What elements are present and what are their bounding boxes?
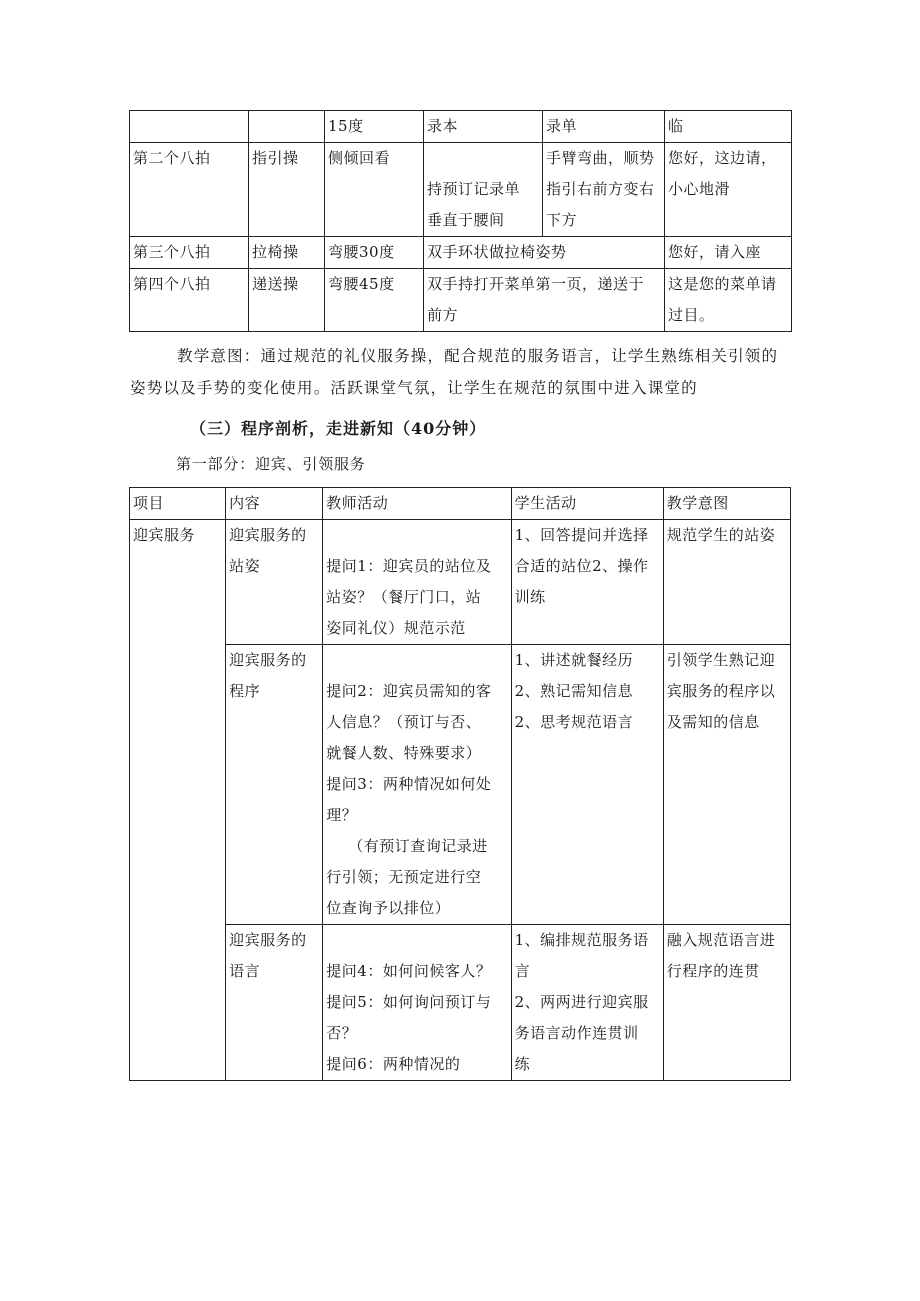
cell-line: 行程序的连贯 bbox=[666, 962, 760, 980]
cell-line: 提问5：如何询问预订与 bbox=[326, 993, 492, 1011]
service-language-cell: 您好，请入座 bbox=[665, 237, 792, 269]
project-cell: 迎宾服务 bbox=[130, 520, 226, 1081]
content-cell bbox=[226, 520, 323, 645]
reception-service-table bbox=[129, 487, 791, 1081]
table-row bbox=[130, 645, 791, 925]
student-activity-cell bbox=[511, 925, 663, 1081]
part-heading: 第一部分：迎宾、引领服务 bbox=[176, 455, 366, 473]
cell-line: 提问2：迎宾员需知的客 bbox=[326, 682, 492, 700]
cell-line: 下方 bbox=[546, 211, 578, 229]
table-cell: 15度 bbox=[325, 111, 424, 143]
cell-line: 宾服务的程序以 bbox=[666, 682, 776, 700]
posture-cell: 弯腰45度 bbox=[325, 269, 424, 332]
cell-line: 站姿？（餐厅门口，站 bbox=[326, 588, 482, 606]
student-activity-cell bbox=[511, 645, 663, 925]
table-row bbox=[130, 111, 792, 143]
action-cell bbox=[424, 269, 665, 332]
cell-line: 过目。 bbox=[668, 306, 715, 324]
cell-line: 语言 bbox=[229, 962, 261, 980]
header-row bbox=[130, 488, 791, 520]
cell-line: 引领学生熟记迎 bbox=[666, 651, 776, 669]
teaching-intent-paragraph bbox=[130, 340, 796, 404]
cell-line: 垂直于腰间 bbox=[427, 211, 505, 229]
intent-cell bbox=[663, 925, 790, 1081]
etiquette-routine-table bbox=[129, 110, 792, 332]
cell-line: 位查询予以排位） bbox=[326, 899, 451, 917]
service-language-cell bbox=[665, 269, 792, 332]
cell-line: 1、编排规范服务语 bbox=[514, 931, 649, 949]
table-cell: 临 bbox=[665, 111, 792, 143]
column-header: 学生活动 bbox=[511, 488, 663, 520]
student-activity-cell bbox=[511, 520, 663, 645]
cell-line: 融入规范语言进 bbox=[666, 931, 776, 949]
column-header: 内容 bbox=[226, 488, 323, 520]
table-row bbox=[130, 143, 792, 237]
cell-line: 规范学生的站姿 bbox=[666, 526, 776, 544]
cell-line: 理？ bbox=[326, 806, 358, 824]
cell-line: 1、讲述就餐经历 bbox=[514, 651, 634, 669]
posture-cell: 侧倾回看 bbox=[325, 143, 424, 237]
cell-line: 提问4：如何问候客人？ bbox=[326, 962, 492, 980]
cell-line: 2、熟记需知信息 bbox=[514, 682, 634, 700]
exercise-name: 拉椅操 bbox=[249, 237, 325, 269]
hand-action-cell bbox=[424, 143, 543, 237]
cell-line: 训练 bbox=[514, 588, 546, 606]
section-heading: （三）程序剖析，走进新知（40分钟） bbox=[190, 419, 487, 438]
cell-line: 2、思考规范语言 bbox=[514, 713, 634, 731]
exercise-name: 指引操 bbox=[249, 143, 325, 237]
table-row bbox=[130, 520, 791, 645]
cell-line: 这是您的菜单请 bbox=[668, 275, 777, 293]
cell-line: 持预订记录单 bbox=[427, 180, 521, 198]
content-cell bbox=[226, 925, 323, 1081]
teacher-activity-cell bbox=[323, 520, 511, 645]
action-cell: 双手环状做拉椅姿势 bbox=[424, 237, 665, 269]
cell-line: 言 bbox=[514, 962, 531, 980]
cell-line: 手臂弯曲，顺势 bbox=[546, 149, 655, 167]
teacher-activity-cell bbox=[323, 925, 511, 1081]
cell-line: 提问6：两种情况的 bbox=[326, 1055, 461, 1073]
table-row bbox=[130, 237, 792, 269]
cell-line: 迎宾服务的 bbox=[229, 526, 307, 544]
cell-line: 及需知的信息 bbox=[666, 713, 760, 731]
service-language-cell bbox=[665, 143, 792, 237]
column-header: 教师活动 bbox=[323, 488, 511, 520]
table-cell: 录本 bbox=[424, 111, 543, 143]
table-row bbox=[130, 925, 791, 1081]
table-row bbox=[130, 269, 792, 332]
teacher-activity-cell bbox=[323, 645, 511, 925]
cell-line: 提问3：两种情况如何处 bbox=[326, 775, 492, 793]
cell-line: 合适的站位2、操作 bbox=[514, 557, 649, 575]
cell-line: 练 bbox=[514, 1055, 531, 1073]
paragraph-line: 姿势以及手势的变化使用。活跃课堂气氛，让学生在规范的氛围中进入课堂的 bbox=[130, 379, 698, 397]
column-header: 项目 bbox=[130, 488, 226, 520]
cell-line: （有预订查询记录进 bbox=[348, 837, 488, 855]
cell-line: 小心地滑 bbox=[668, 180, 731, 198]
cell-line: 迎宾服务的 bbox=[229, 651, 307, 669]
cell-line: 务语言动作连贯训 bbox=[514, 1024, 639, 1042]
content-cell bbox=[226, 645, 323, 925]
cell-line: 就餐人数、特殊要求） bbox=[326, 744, 482, 762]
cell-line: 提问1：迎宾员的站位及 bbox=[326, 557, 492, 575]
intent-cell bbox=[663, 645, 790, 925]
cell-line: 1、回答提问并选择 bbox=[514, 526, 649, 544]
table-cell: 录单 bbox=[543, 111, 665, 143]
beat-label: 第二个八拍 bbox=[130, 143, 249, 237]
cell-line: 站姿 bbox=[229, 557, 261, 575]
gesture-cell bbox=[543, 143, 665, 237]
cell-line: 程序 bbox=[229, 682, 261, 700]
table-cell bbox=[130, 111, 249, 143]
cell-line: 2、两两进行迎宾服 bbox=[514, 993, 649, 1011]
cell-line: 迎宾服务的 bbox=[229, 931, 307, 949]
cell-line: 行引领；无预定进行空 bbox=[326, 868, 482, 886]
cell-line: 人信息？（预订与否、 bbox=[326, 713, 482, 731]
cell-line: 否？ bbox=[326, 1024, 358, 1042]
exercise-name: 递送操 bbox=[249, 269, 325, 332]
cell-line: 您好，这边请， bbox=[668, 149, 777, 167]
table-cell bbox=[249, 111, 325, 143]
cell-line: 双手持打开菜单第一页，递送于 bbox=[427, 275, 645, 293]
cell-line: 前方 bbox=[427, 306, 459, 324]
beat-label: 第三个八拍 bbox=[130, 237, 249, 269]
intent-cell bbox=[663, 520, 790, 645]
paragraph-line: 教学意图：通过规范的礼仪服务操，配合规范的服务语言，让学生熟练相关引领的 bbox=[177, 347, 779, 365]
beat-label: 第四个八拍 bbox=[130, 269, 249, 332]
cell-line: 指引右前方变右 bbox=[546, 180, 655, 198]
cell-line: 姿同礼仪）规范示范 bbox=[326, 619, 466, 637]
column-header: 教学意图 bbox=[663, 488, 790, 520]
posture-cell: 弯腰30度 bbox=[325, 237, 424, 269]
